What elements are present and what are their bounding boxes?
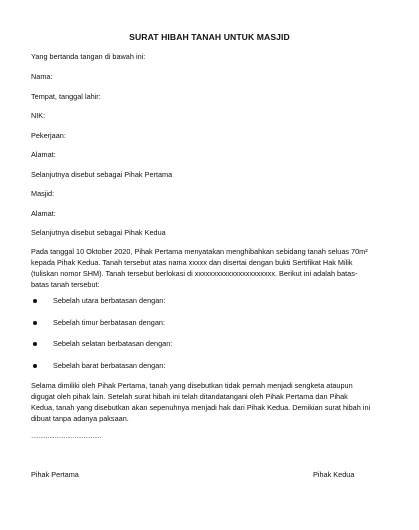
boundary-east: Sebelah timur berbatasan dengan: <box>53 318 165 327</box>
pihak-kedua-note: Selanjutnya disebut sebagai Pihak Kedua <box>31 228 166 237</box>
body-paragraph-line-2: kepada Pihak Kedua. Tanah tersebut atas nama xxxxx dan disertai dengan bukti Sertifikat Hak Milik <box>31 258 353 267</box>
field-masjid: Masjid: <box>31 189 55 198</box>
closing-paragraph-line-2: digugat oleh pihak lain. Setelah surat hibah ini telah ditandatangani oleh Pihak Pertama dan Pihak <box>31 392 348 401</box>
boundary-north: Sebelah utara berbatasan dengan: <box>53 296 166 305</box>
bullet-icon <box>33 299 37 303</box>
closing-paragraph-line-3: Kedua, tanah yang disebutkan akan sepenuhnya menjadi hak dari Pihak Kedua. Demikian surat hibah ini <box>31 403 371 412</box>
signature-label-pihak-pertama: Pihak Pertama <box>31 470 79 479</box>
boundary-west: Sebelah barat berbatasan dengan: <box>53 361 166 370</box>
field-tempat-tanggal-lahir: Tempat, tanggal lahir: <box>31 92 101 101</box>
field-pekerjaan: Pekerjaan: <box>31 131 66 140</box>
field-alamat-pihak-pertama: Alamat: <box>31 150 56 159</box>
intro-text: Yang bertanda tangan di bawah ini: <box>31 52 146 61</box>
pihak-pertama-note: Selanjutnya disebut sebagai Pihak Pertama <box>31 170 173 179</box>
document-title: SURAT HIBAH TANAH UNTUK MASJID <box>129 32 290 42</box>
bullet-icon <box>33 321 37 325</box>
bullet-icon <box>33 342 37 346</box>
date-placeholder-line: ………………………………… <box>31 434 102 440</box>
field-nik: NIK: <box>31 111 46 120</box>
boundary-south: Sebelah selatan berbatasan dengan: <box>53 339 173 348</box>
bullet-icon <box>33 364 37 368</box>
closing-paragraph-line-1: Selama dimiliki oleh Pihak Pertama, tanah yang disebutkan tidak pernah menjadi sengketa ataupun <box>31 381 353 390</box>
body-paragraph-line-1: Pada tanggal 10 Oktober 2020, Pihak Pertama menyatakan menghibahkan sebidang tanah seluas 70m² <box>31 247 368 256</box>
field-alamat-pihak-kedua: Alamat: <box>31 209 56 218</box>
body-paragraph-line-4: batas tanah tersebut: <box>31 280 100 289</box>
field-nama: Nama: <box>31 72 53 81</box>
signature-label-pihak-kedua: Pihak Kedua <box>313 470 355 479</box>
body-paragraph-line-3: (tuliskan nomor SHM). Tanah tersebut berlokasi di xxxxxxxxxxxxxxxxxxxxxx. Berikut ini adalah batas- <box>31 269 358 278</box>
closing-paragraph-line-4: dibuat tanpa adanya paksaan. <box>31 414 129 423</box>
